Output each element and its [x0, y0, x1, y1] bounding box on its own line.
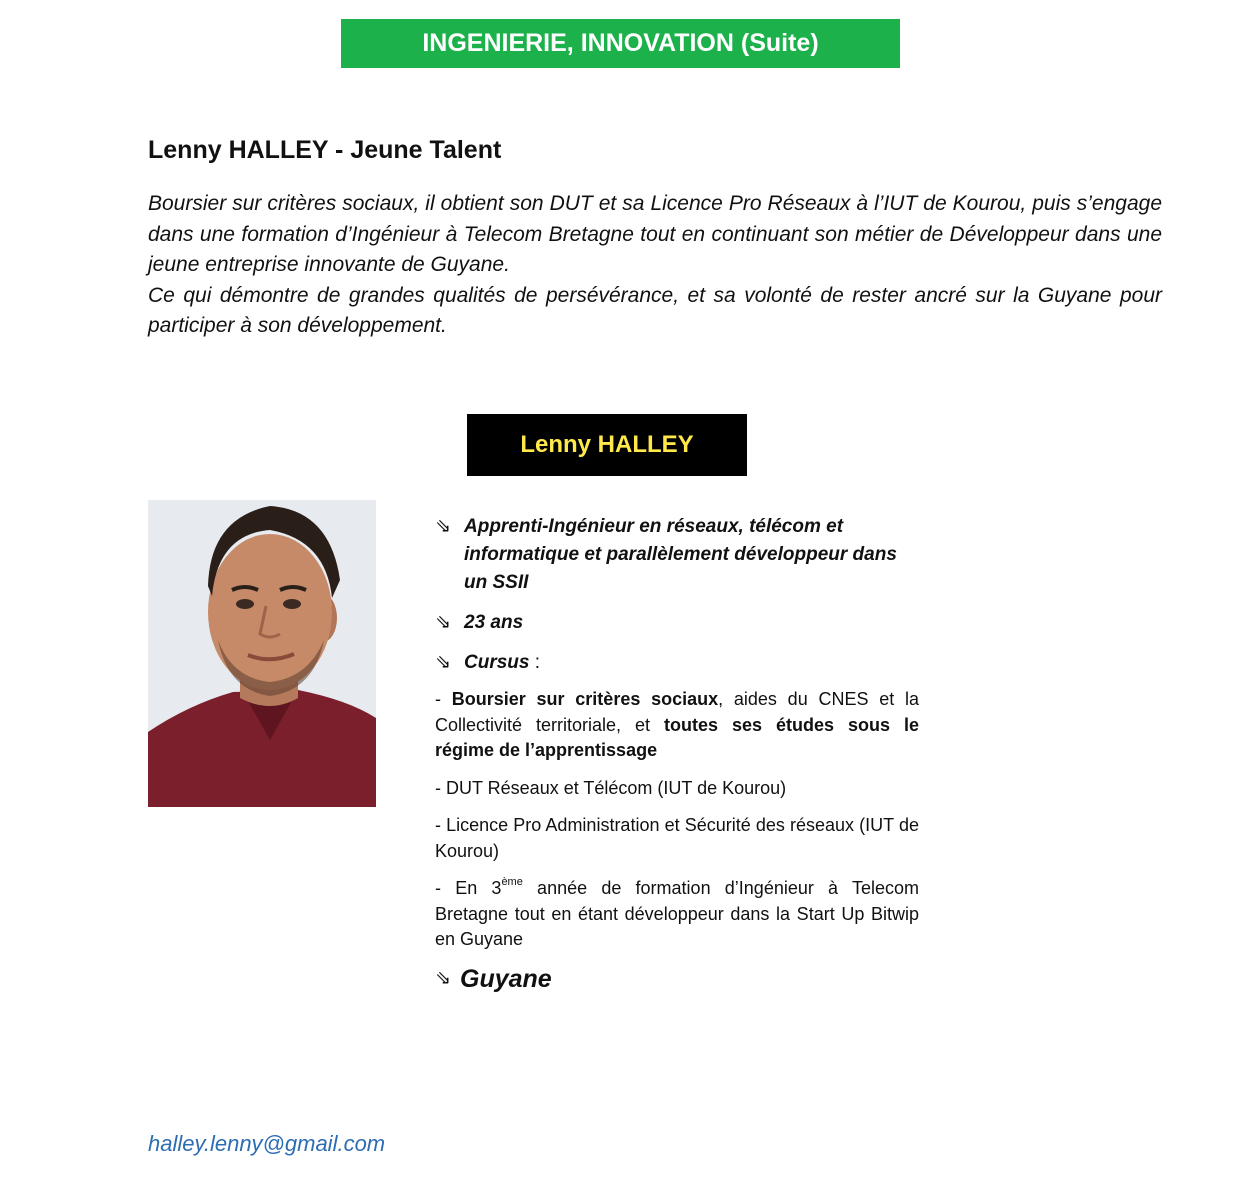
cursus-label: Cursus	[464, 652, 530, 673]
contact-email-link[interactable]: halley.lenny@gmail.com	[148, 1131, 386, 1156]
portrait-image	[148, 500, 376, 807]
superscript-ordinal: ème	[501, 876, 523, 888]
cursus-item-2: - DUT Réseaux et Télécom (IUT de Kourou)	[435, 777, 787, 798]
profile-location: Guyane	[460, 964, 552, 993]
profile-photo	[148, 500, 376, 807]
intro-paragraph-1: Boursier sur critères sociaux, il obtient son DUT et sa Licence Pro Réseaux à l’IUT de Kourou, puis s’engage dans une formation d’Ingénieur à Telecom Bretagne tout en continuant son métier de Développeur dans une jeune entreprise innovante de Guyane.	[148, 192, 1162, 276]
profile-role: Apprenti-Ingénieur en réseaux, télécom et informatique et parallèlement développeur dans un SSII	[464, 516, 897, 593]
profile-name: Lenny HALLEY	[520, 431, 694, 458]
cursus-item-1: - Boursier sur critères sociaux, aides du CNES et la Collectivité territoriale, et toutes ses études sous le régime de l’apprentissage	[435, 689, 920, 760]
intro-text	[148, 189, 1162, 342]
list-item-age	[435, 609, 919, 637]
list-item-location	[435, 965, 919, 994]
list-item-cursus	[435, 649, 919, 677]
arrow-bullet-icon: ⇘	[435, 968, 451, 989]
banner-title: INGENIERIE, INNOVATION (Suite)	[422, 29, 819, 57]
intro-paragraph-2: Ce qui démontre de grandes qualités de persévérance, et sa volonté de rester ancré sur la Guyane pour participer à son développement.	[148, 283, 1162, 337]
profile-name-box	[467, 414, 747, 476]
section-banner	[341, 19, 900, 68]
arrow-bullet-icon: ⇘	[435, 652, 451, 673]
cursus-item-3: - Licence Pro Administration et Sécurité des réseaux (IUT de Kourou)	[435, 815, 919, 861]
profile-age: 23 ans	[464, 612, 524, 633]
cursus-1-bold-1: Boursier sur critères sociaux	[451, 689, 719, 709]
cursus-1-text: , aides du CNES et la Collectivité territoriale, et	[435, 689, 919, 735]
arrow-bullet-icon: ⇘	[435, 516, 451, 537]
section-heading: Lenny HALLEY - Jeune Talent	[148, 136, 502, 164]
profile-details	[435, 513, 919, 994]
cursus-1-bold-2: toutes ses études sous le régime de l’apprentissage	[435, 714, 920, 760]
list-item-role	[435, 513, 919, 597]
cursus-colon: :	[529, 652, 541, 673]
cursus-item-4: - En 3ème année de formation d’Ingénieur à Telecom Bretagne tout en étant développeur dans la Start Up Bitwip en Guyane	[435, 876, 919, 949]
arrow-bullet-icon: ⇘	[435, 612, 451, 633]
